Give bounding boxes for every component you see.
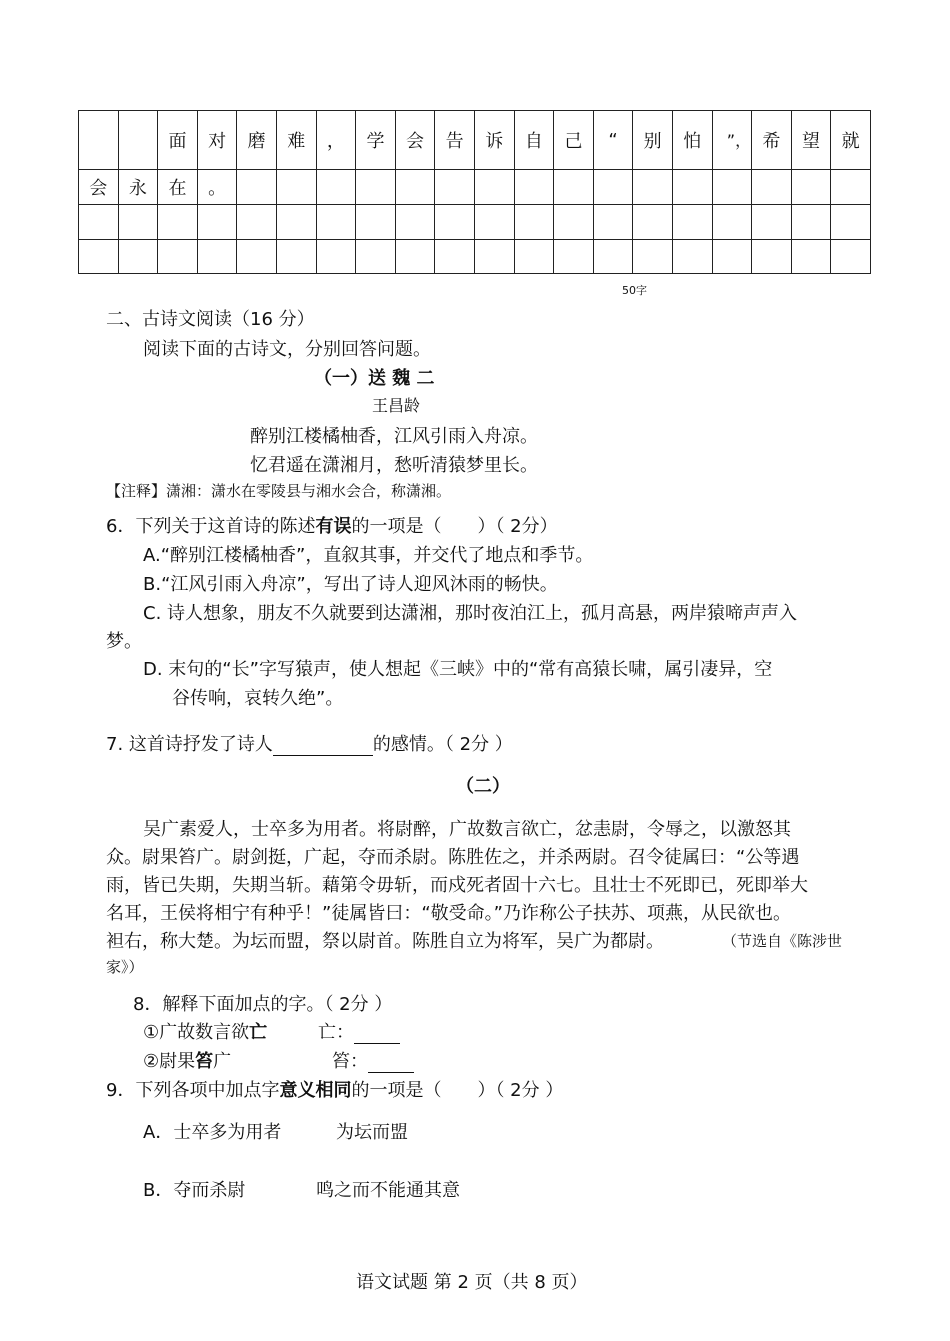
option-a-left: A．士卒多为用者: [143, 1122, 282, 1143]
poem-line: 醉别江楼橘柚香，江风引雨入舟凉。: [250, 426, 538, 447]
question-8-item-2: [143, 1047, 231, 1073]
grid-row: [79, 240, 871, 274]
grid-cell: 希: [752, 111, 792, 170]
question-7-suffix: 的感情。（ 2分 ）: [372, 734, 513, 755]
grid-cell: 望: [791, 111, 831, 170]
grid-cell: [593, 170, 633, 205]
grid-cell: [316, 205, 356, 240]
question-9: [106, 1076, 563, 1102]
grid-row: [79, 170, 871, 205]
grid-cell: [514, 205, 554, 240]
grid-cell: [356, 170, 396, 205]
option-d: D. 末句的“长”字写猿声，使人想起《三峡》中的“常有高猿长啸，属引凄异，空: [143, 659, 773, 680]
answer-blank[interactable]: [273, 734, 373, 756]
grid-cell: [752, 205, 792, 240]
passage-line: 众。尉果笞广。尉剑挺，广起，夺而杀尉。陈胜佐之，并杀两尉。召令徒属曰：“公等遇: [106, 847, 800, 868]
grid-cell: [831, 170, 871, 205]
grid-cell: [158, 205, 198, 240]
item-text: ①广故数言欲: [143, 1022, 250, 1043]
option-a-right: 为坛而盟: [336, 1122, 408, 1143]
grid-cell: [514, 240, 554, 274]
grid-cell: ，: [316, 111, 356, 170]
grid-cell: 己: [554, 111, 594, 170]
question-6: [106, 512, 558, 538]
question-7-prefix: 7. 这首诗抒发了诗人: [106, 734, 273, 755]
answer-blank[interactable]: [368, 1051, 414, 1073]
grid-cell: [633, 170, 673, 205]
question-9-suffix: 的一项是（ ）（ 2分 ）: [351, 1080, 564, 1101]
option-b-left: B．夺而杀尉: [143, 1180, 246, 1201]
grid-cell: [831, 205, 871, 240]
grid-cell: [316, 170, 356, 205]
poem-author: 王昌龄: [372, 396, 421, 415]
grid-cell: [554, 170, 594, 205]
answer-line-2: [332, 1047, 414, 1073]
grid-cell: [197, 240, 237, 274]
grid-cell: 学: [356, 111, 396, 170]
grid-cell: [514, 170, 554, 205]
grid-cell: [474, 170, 514, 205]
answer-line-1: [318, 1018, 400, 1044]
answer-label: 亡：: [318, 1022, 354, 1043]
passage-source: （节选自《陈涉世: [722, 932, 843, 950]
question-9-prefix: 9．下列各项中加点字: [106, 1080, 280, 1101]
grid-cell: [237, 170, 277, 205]
passage-line: 雨，皆已失期，失期当斩。藉第令毋斩，而戍死者固十六七。且壮士不死即已，死即举大: [106, 875, 808, 896]
answer-label: 笞：: [332, 1051, 368, 1072]
grid-cell: [435, 240, 475, 274]
grid-cell: [395, 170, 435, 205]
word-count-label: 50字: [622, 284, 647, 297]
stacked-quote-comma: ”，: [726, 130, 752, 150]
grid-cell: [672, 240, 712, 274]
grid-cell: [237, 205, 277, 240]
option-c-cont: 梦。: [106, 631, 142, 652]
passage-line: 吴广素爱人，士卒多为用者。将尉醉，广故数言欲亡，忿恚尉，令辱之，以激怒其: [143, 819, 791, 840]
grid-cell: [118, 111, 158, 170]
grid-cell: [79, 205, 119, 240]
grid-cell: [276, 170, 316, 205]
grid-cell: [593, 205, 633, 240]
grid-cell: 就: [831, 111, 871, 170]
grid-cell: [435, 170, 475, 205]
option-d-cont: 谷传响，哀转久绝”。: [172, 688, 344, 709]
poem-line: 忆君遥在潇湘月，愁听清猿梦里长。: [250, 455, 538, 476]
grid-cell: 在: [158, 170, 198, 205]
grid-cell: [118, 240, 158, 274]
grid-cell: [593, 240, 633, 274]
grid-cell: [752, 170, 792, 205]
grid-cell: [474, 240, 514, 274]
option-a: A.“醉别江楼橘柚香”，直叙其事，并交代了地点和季节。: [143, 545, 594, 566]
grid-cell: [554, 205, 594, 240]
option-b-right: 鸣之而不能通其意: [316, 1180, 460, 1201]
grid-cell: 磨: [237, 111, 277, 170]
grid-cell: 怕: [672, 111, 712, 170]
grid-cell: [395, 205, 435, 240]
item-text: 广: [213, 1051, 232, 1072]
grid-cell: [831, 240, 871, 274]
passage-line: 袒右，称大楚。为坛而盟，祭以尉首。陈胜自立为将军，吴广为都尉。: [106, 931, 664, 952]
grid-cell: [197, 205, 237, 240]
grid-cell: “: [593, 111, 633, 170]
question-8: 8．解释下面加点的字。（ 2分 ）: [133, 994, 393, 1015]
grid-cell: [158, 240, 198, 274]
poem-title: （一）送 魏 二: [314, 368, 435, 389]
grid-cell: [791, 240, 831, 274]
question-6-keyword: 有误: [315, 516, 352, 537]
grid-cell: [672, 170, 712, 205]
grid-cell: [276, 240, 316, 274]
grid-cell: [276, 205, 316, 240]
question-8-item-1: [143, 1018, 267, 1044]
grid-cell: 会: [395, 111, 435, 170]
section-heading: 二、古诗文阅读（16 分）: [106, 309, 315, 330]
grid-cell: 诉: [474, 111, 514, 170]
grid-cell: [712, 240, 752, 274]
question-6-prefix: 6．下列关于这首诗的陈述: [106, 516, 316, 537]
grid-cell: [791, 205, 831, 240]
grid-cell: [79, 240, 119, 274]
grid-cell: [356, 205, 396, 240]
grid-cell: 会: [79, 170, 119, 205]
grid-cell: [712, 111, 752, 170]
grid-cell: [356, 240, 396, 274]
grid-cell: [79, 111, 119, 170]
grid-cell: 告: [435, 111, 475, 170]
grid-cell: [316, 240, 356, 274]
grid-cell: 面: [158, 111, 198, 170]
grid-cell: [672, 205, 712, 240]
item-text: ②尉果: [143, 1051, 196, 1072]
question-7: [106, 730, 513, 756]
question-9-keyword: 意义相同: [279, 1080, 352, 1101]
option-b: B.“江风引雨入舟凉”，写出了诗人迎风沐雨的畅快。: [143, 574, 558, 595]
writing-grid: [78, 110, 871, 274]
poem-note: 【注释】潇湘：潇水在零陵县与湘水会合，称潇湘。: [106, 482, 452, 500]
grid-cell: 别: [633, 111, 673, 170]
dotted-char: 亡: [249, 1022, 268, 1043]
grid-cell: [791, 170, 831, 205]
dotted-char: 笞: [195, 1051, 214, 1072]
page-footer: 语文试题 第 2 页（共 8 页）: [356, 1272, 588, 1293]
grid-cell: [237, 240, 277, 274]
grid-cell: 永: [118, 170, 158, 205]
passage-line: 名耳，王侯将相宁有种乎！”徒属皆曰：“敬受命。”乃诈称公子扶苏、项燕，从民欲也。: [106, 903, 791, 924]
question-6-suffix: 的一项是（ ）（ 2分）: [351, 516, 558, 537]
grid-cell: [752, 240, 792, 274]
grid-cell: [712, 205, 752, 240]
grid-cell: [474, 205, 514, 240]
grid-cell: 难: [276, 111, 316, 170]
grid-cell: 对: [197, 111, 237, 170]
grid-cell: 自: [514, 111, 554, 170]
passage-title: （二）: [456, 776, 510, 797]
grid-cell: [435, 205, 475, 240]
grid-row: [79, 111, 871, 170]
grid-cell: 。: [197, 170, 237, 205]
passage-source-cont: 家》）: [106, 958, 144, 976]
grid-row: [79, 205, 871, 240]
grid-cell: [554, 240, 594, 274]
grid-cell: [712, 170, 752, 205]
grid-cell: [395, 240, 435, 274]
grid-cell: [118, 205, 158, 240]
answer-blank[interactable]: [354, 1022, 400, 1044]
grid-cell: [633, 205, 673, 240]
option-c: C. 诗人想象，朋友不久就要到达潇湘，那时夜泊江上，孤月高悬，两岸猿啼声声入: [143, 603, 798, 624]
section-instruction: 阅读下面的古诗文，分别回答问题。: [143, 339, 431, 360]
grid-cell: [633, 240, 673, 274]
